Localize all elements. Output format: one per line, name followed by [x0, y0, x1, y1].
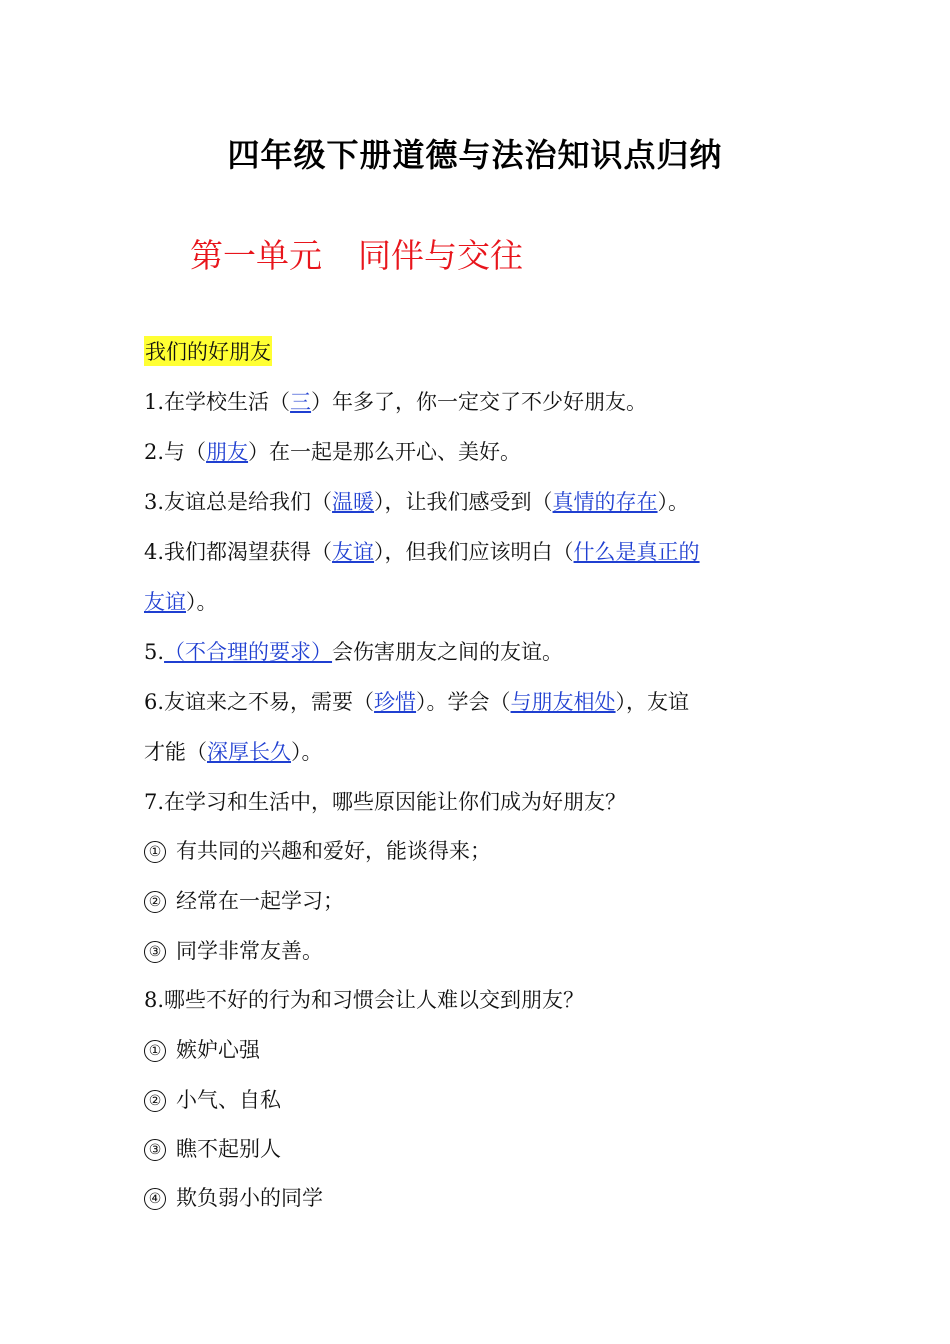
question-text: 在学习和生活中，哪些原因能让你们成为好朋友？	[164, 790, 627, 814]
unit-topic: 同伴与交往	[358, 236, 523, 275]
option-text: 有共同的兴趣和爱好，能谈得来；	[176, 839, 491, 863]
list-item	[144, 1133, 281, 1163]
list-item	[144, 1084, 281, 1114]
list-item	[144, 935, 323, 965]
question-text: ）在一起是那么开心、美好。	[248, 440, 522, 464]
question-number: 7.	[144, 790, 165, 814]
page-title: 四年级下册道德与法治知识点归纳	[227, 136, 723, 174]
option-text: 瞧不起别人	[176, 1137, 281, 1161]
question-text: 哪些不好的行为和习惯会让人难以交到朋友？	[164, 988, 585, 1012]
question-1	[144, 386, 647, 416]
circled-number-2: ②	[144, 1090, 166, 1112]
question-text: ），友谊	[615, 690, 690, 714]
question-4	[144, 536, 700, 566]
answer-blank: 与朋友相处	[510, 690, 616, 714]
question-number: 6.	[144, 690, 165, 714]
answer-blank: 真情的存在	[552, 490, 658, 514]
question-number: 1.	[144, 390, 165, 414]
question-number: 4.	[144, 540, 165, 564]
section-title: 我们的好朋友	[144, 336, 272, 366]
circled-number-1: ①	[144, 841, 166, 863]
list-item	[144, 1182, 323, 1212]
question-text: 才能（	[144, 740, 207, 764]
answer-blank: （不合理的要求）	[164, 640, 333, 664]
option-text: 经常在一起学习；	[176, 889, 344, 913]
answer-blank: 三	[290, 390, 312, 414]
question-number: 3.	[144, 490, 165, 514]
question-text: 与（	[164, 440, 207, 464]
option-text: 小气、自私	[176, 1088, 281, 1112]
answer-blank: 深厚长久	[207, 740, 291, 764]
answer-blank: 友谊	[332, 540, 375, 564]
answer-blank: 朋友	[206, 440, 249, 464]
list-item	[144, 835, 491, 865]
option-text: 嫉妒心强	[176, 1038, 260, 1062]
question-3	[144, 486, 689, 516]
list-item	[144, 885, 344, 915]
circled-number-2: ②	[144, 891, 166, 913]
unit-name: 第一单元	[190, 236, 322, 275]
option-text: 同学非常友善。	[176, 939, 323, 963]
answer-blank: 友谊	[144, 590, 186, 614]
question-text: ），但我们应该明白（	[374, 540, 574, 564]
question-text: ）。	[186, 590, 218, 614]
question-text: ），让我们感受到（	[374, 490, 553, 514]
question-6	[144, 686, 689, 716]
question-text: ）年多了，你一定交了不少好朋友。	[311, 390, 648, 414]
question-text: 在学校生活（	[164, 390, 291, 414]
question-text: 友谊总是给我们（	[164, 490, 333, 514]
question-2	[144, 436, 521, 466]
question-number: 8.	[144, 988, 165, 1012]
answer-blank: 温暖	[332, 490, 375, 514]
question-7	[144, 786, 626, 816]
answer-blank: 什么是真正的	[573, 540, 700, 564]
question-number: 2.	[144, 440, 165, 464]
question-text: ）。	[291, 740, 323, 764]
question-5	[144, 636, 563, 666]
question-text: 我们都渴望获得（	[164, 540, 333, 564]
circled-number-1: ①	[144, 1040, 166, 1062]
list-item	[144, 1034, 260, 1064]
option-text: 欺负弱小的同学	[176, 1186, 323, 1210]
unit-heading	[190, 230, 523, 277]
question-text: 友谊来之不易，需要（	[164, 690, 375, 714]
question-6-continued	[144, 736, 323, 766]
question-8	[144, 984, 584, 1014]
question-text: 会伤害朋友之间的友谊。	[332, 640, 564, 664]
circled-number-3: ③	[144, 1139, 166, 1161]
circled-number-4: ④	[144, 1188, 166, 1210]
question-number: 5.	[144, 640, 165, 664]
question-text: ）。学会（	[416, 690, 511, 714]
question-text: ）。	[657, 490, 690, 514]
question-4-continued	[144, 586, 218, 616]
circled-number-3: ③	[144, 941, 166, 963]
answer-blank: 珍惜	[374, 690, 417, 714]
